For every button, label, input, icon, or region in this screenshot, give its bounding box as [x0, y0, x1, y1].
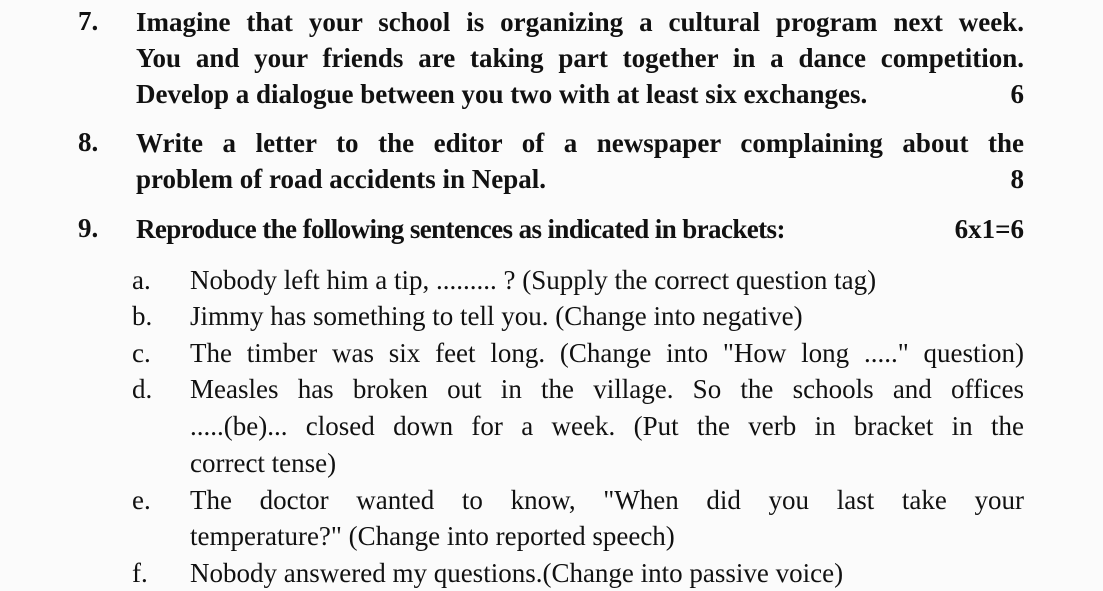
subitem-text-line: Measles has broken out in the village. So the schools and offices [190, 374, 1024, 404]
subitem-letter: a. [132, 265, 151, 295]
question-marks: 8 [1010, 164, 1024, 194]
subitem-letter: e. [132, 485, 151, 515]
question-text-line: problem of road accidents in Nepal. [136, 164, 547, 194]
subitem-text-line: The timber was six feet long. (Change into "How long ....." question) [190, 338, 1024, 368]
subitem-letter: b. [132, 301, 153, 331]
subitem-letter: c. [132, 338, 151, 368]
subitem-text-line: Jimmy has something to tell you. (Change into negative) [190, 301, 803, 331]
subitem-text-line: .....(be)... closed down for a week. (Put the verb in bracket in the [190, 411, 1024, 441]
subitem-text-line: temperature?" (Change into reported speech) [190, 521, 675, 551]
question-number: 8. [78, 127, 99, 157]
question-text-line: Imagine that your school is organizing a cultural program next week. [136, 7, 1024, 37]
subitem-letter: f. [132, 558, 148, 588]
question-text-line: You and your friends are taking part together in a dance competition. [136, 43, 1024, 73]
question-text-line: Develop a dialogue between you two with at least six exchanges. [136, 79, 868, 109]
subitem-text-line: The doctor wanted to know, "When did you last take your [190, 485, 1024, 515]
subitem-text-line: correct tense) [190, 448, 337, 478]
subitem-letter: d. [132, 374, 153, 404]
question-marks: 6x1=6 [954, 214, 1024, 244]
question-number: 7. [78, 6, 99, 36]
question-text-line: Write a letter to the editor of a newspaper complaining about the [136, 128, 1024, 158]
subitem-text-line: Nobody answered my questions.(Change into passive voice) [190, 558, 844, 588]
question-text-line: Reproduce the following sentences as indicated in brackets: [136, 214, 785, 244]
question-number: 9. [78, 213, 99, 243]
question-marks: 6 [1010, 79, 1024, 109]
subitem-text-line: Nobody left him a tip, ......... ? (Supply the correct question tag) [190, 265, 877, 295]
